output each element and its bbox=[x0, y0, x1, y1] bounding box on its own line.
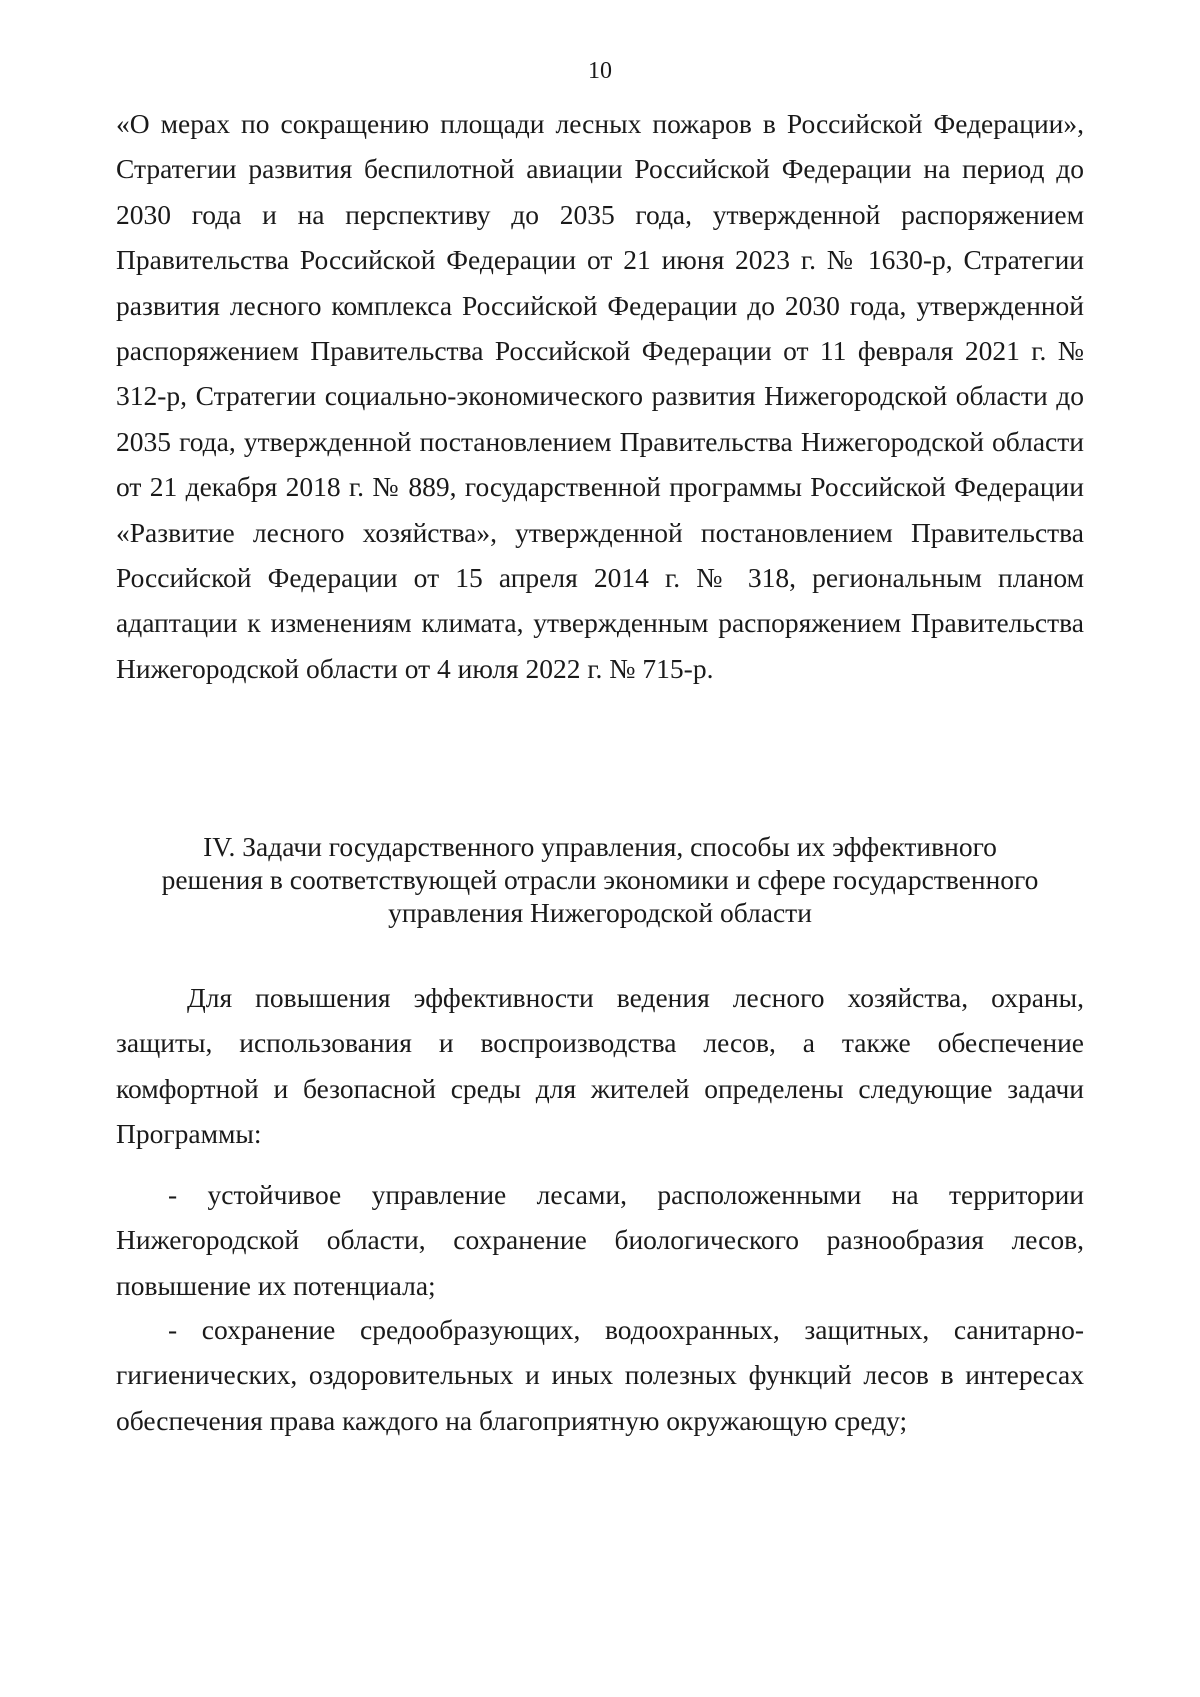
section-heading-line-1: IV. Задачи государственного управления, способы их эффективного bbox=[203, 831, 997, 862]
paragraph-tasks-intro: Для повышения эффективности ведения лесного хозяйства, охраны, защиты, использования и воспроизводства лесов, а также обеспечение комфортной и безопасной среды для жителей определены следующие задачи Программы: bbox=[116, 982, 1084, 1150]
page-number: 10 bbox=[588, 58, 612, 84]
list-item: - устойчивое управление лесами, расположенными на территории Нижегородской области, сохранение биологического разнообразия лесов, повышение их потенциала; bbox=[116, 1179, 1084, 1301]
paragraph-strategies: «О мерах по сокращению площади лесных пожаров в Российской Федерации», Стратегии развития беспилотной авиации Российской Федерации на период до 2030 года и на перспективу до 2035 года, утвержденной распоряжением Правительства Российской Федерации от 21 июня 2023 г. № 1630-р, Стратегии развития лесного комплекса Российской Федерации до 2030 года, утвержденной распоряжением Правительства Российской Федерации от 11 февраля 2021 г. № 312-р, Стратегии социально-экономического развития Нижегородской области до 2035 года, утвержденной постановлением Правительства Нижегородской области от 21 декабря 2018 г. № 889, государственной программы Российской Федерации «Развитие лесного хозяйства», утвержденной постановлением Правительства Российской Федерации от 15 апреля 2014 г. № 318, региональным планом адаптации к изменениям климата, утвержденным распоряжением Правительства Нижегородской области от 4 июля 2022 г. № 715-р. bbox=[116, 108, 1084, 684]
section-heading bbox=[116, 830, 1084, 929]
section-heading-line-2: решения в соответствующей отрасли экономики и сфере государственного bbox=[161, 864, 1039, 895]
list-item: - сохранение средообразующих, водоохранных, защитных, санитарно-гигиенических, оздоровительных и иных полезных функций лесов в интересах обеспечения права каждого на благоприятную окружающую среду; bbox=[116, 1314, 1084, 1436]
section-heading-line-3: управления Нижегородской области bbox=[388, 897, 812, 928]
